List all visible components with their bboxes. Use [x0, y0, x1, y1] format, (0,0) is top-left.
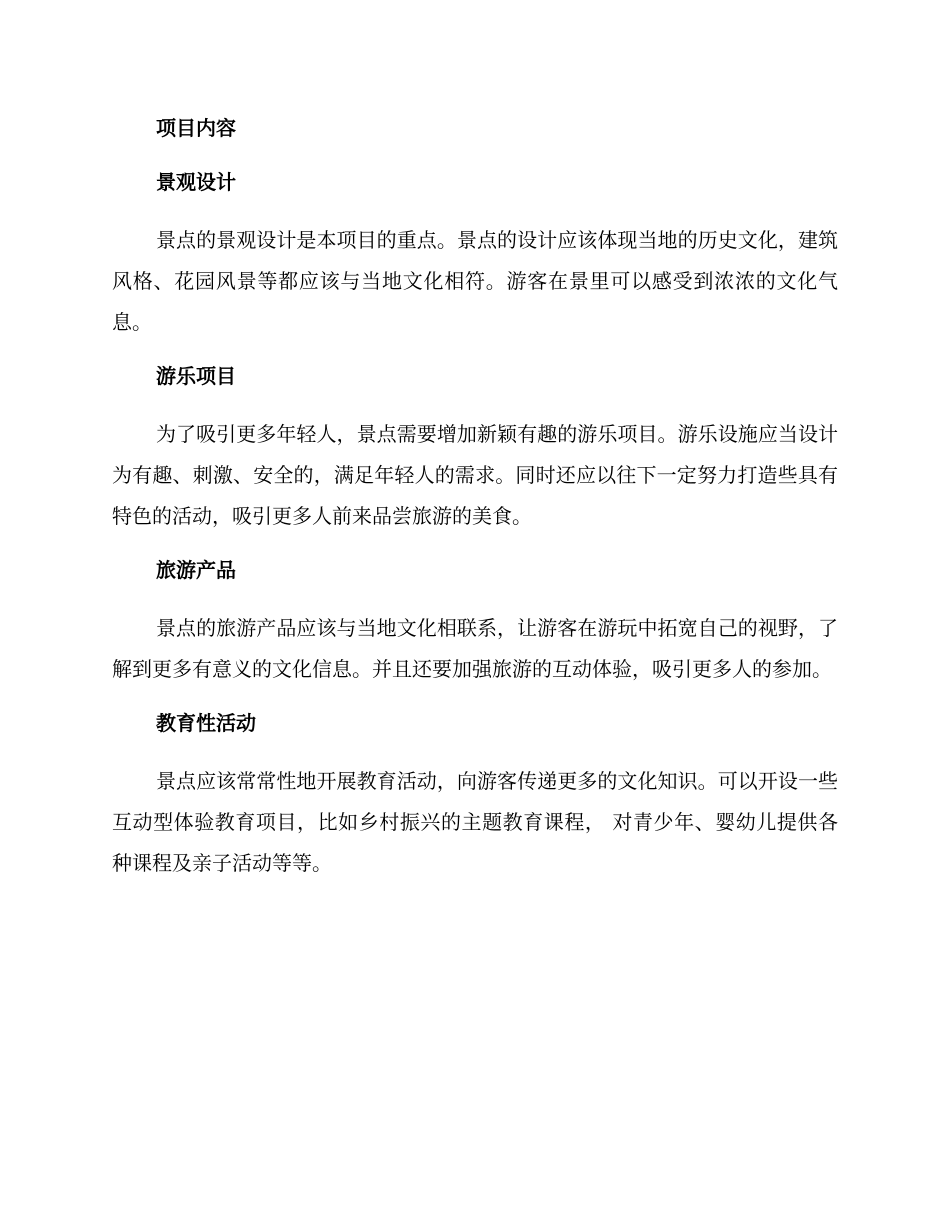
section-heading-tourism-products: 旅游产品 [156, 558, 236, 582]
section-body-education: 景点应该常常性地开展教育活动，向游客传递更多的文化知识。可以开设一些互动型体验教育项目，比如乡村振兴的主题教育课程， 对青少年、婴幼儿提供各种课程及亲子活动等等。 [112, 769, 838, 875]
section-heading-landscape: 景观设计 [156, 170, 236, 194]
section-heading-education: 教育性活动 [156, 711, 256, 735]
section-body-amusement: 为了吸引更多年轻人，景点需要增加新颖有趣的游乐项目。游乐设施应当设计为有趣、刺激、安全的，满足年轻人的需求。同时还应以往下一定努力打造些具有特色的活动，吸引更多人前来品尝旅游的美食。 [112, 422, 838, 528]
main-heading: 项目内容 [156, 116, 236, 140]
section-body-tourism-products: 景点的旅游产品应该与当地文化相联系，让游客在游玩中拓宽自己的视野，了解到更多有意义的文化信息。并且还要加强旅游的互动体验，吸引更多人的参加。 [112, 616, 838, 681]
section-heading-amusement: 游乐项目 [156, 364, 236, 388]
section-body-landscape: 景点的景观设计是本项目的重点。景点的设计应该体现当地的历史文化，建筑风格、花园风景等都应该与当地文化相符。游客在景里可以感受到浓浓的文化气息。 [112, 228, 838, 334]
